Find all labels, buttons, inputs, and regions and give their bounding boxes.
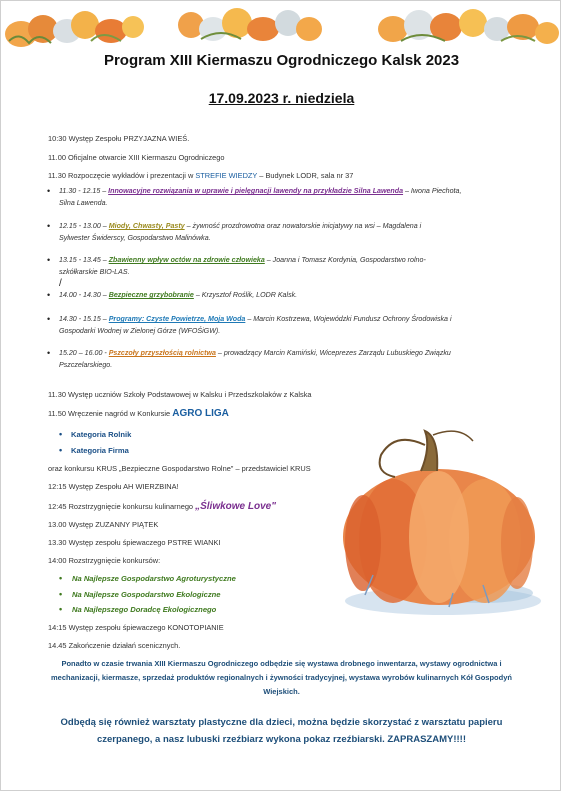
- schedule-item-1030: [48, 134, 189, 143]
- contest-label: Na Najlepsze Gospodarstwo Ekologiczne: [72, 590, 221, 599]
- lecture-topic: Miody, Chwasty, Pasty: [108, 222, 185, 230]
- item-text: Występ ZUZANNY PIĄTEK: [68, 520, 159, 529]
- bullet-icon: •: [59, 429, 63, 439]
- item-text: Rozstrzygnięcie konkursu kulinarnego: [68, 502, 196, 511]
- lecture-topic: Innowacyjne rozwiązania w uprawie i pielęgnacji lawendy na przykładzie Silna Lawenda: [108, 187, 404, 195]
- time-label: 13.30: [48, 538, 67, 547]
- lecture-speaker: – prowadzący Marcin Kamiński, Wiceprezes Zarządu Lubuskiego Związku: [215, 349, 451, 357]
- schedule-item-awards: [48, 408, 229, 419]
- lecture-speaker-cont: Sylwester Świderscy, Gospodarstwo Malinówka.: [59, 234, 211, 242]
- time-label: 11.30: [48, 390, 66, 399]
- lecture-time: 14.00 - 14.30 –: [59, 291, 109, 299]
- pumpkin-border-banner: [1, 1, 561, 53]
- krus-contest-line: [48, 464, 311, 473]
- category-label: Kategoria Rolnik: [71, 430, 132, 439]
- lecture-speaker: – Iwona Piechota,: [403, 187, 462, 195]
- item-text: oraz konkursu KRUS „Bezpieczne Gospodarstwo Rolne" – przedstawiciel KRUS: [48, 464, 311, 473]
- item-text: Występ zespołu śpiewaczego PSTRE WIANKI: [68, 538, 221, 547]
- lecture-item: [47, 289, 497, 301]
- item-highlight: PRZYJAZNA WIEŚ.: [123, 134, 190, 143]
- time-label: 11.50: [48, 409, 66, 418]
- lecture-time: 14.30 - 15.15 –: [59, 315, 109, 323]
- bullet-icon: •: [59, 573, 63, 583]
- schedule-item-students: [48, 390, 312, 399]
- page-title: Program XIII Kiermaszu Ogrodniczego Kalsk 2023: [103, 52, 460, 69]
- culinary-contest-name: „Śliwkowe Love": [195, 501, 276, 512]
- lecture-speaker: – Joanna i Tomasz Kordynia, Gospodarstwo rolno-: [264, 256, 426, 264]
- lecture-speaker: – Krzysztof Roślik, LODR Kalsk.: [193, 291, 298, 299]
- lecture-item: [47, 347, 497, 371]
- lecture-time: 12.15 - 13.00 –: [59, 222, 109, 230]
- bullet-icon: •: [47, 290, 51, 300]
- contest-item: [59, 589, 221, 599]
- lecture-speaker-cont: Silna Lawenda.: [59, 199, 108, 207]
- time-label: 12:45: [48, 502, 67, 511]
- item-text: Występ Zespołu: [68, 134, 124, 143]
- bullet-icon: •: [47, 314, 51, 324]
- schedule-item-1300: [48, 520, 158, 529]
- time-label: 11.00: [48, 153, 66, 162]
- lecture-speaker-cont: Pszczelarskiego.: [59, 361, 113, 369]
- item-text: Występ Zespołu AH WIERZBINA!: [68, 482, 179, 491]
- lecture-item: [47, 220, 497, 244]
- pumpkin-cluster-left: [5, 11, 144, 47]
- bullet-icon: •: [47, 348, 51, 358]
- lecture-speaker-cont: szkółkarskie BIO-LAS.: [59, 268, 130, 276]
- schedule-item-1445: [48, 641, 180, 650]
- watercolor-pumpkin: [333, 425, 545, 621]
- contest-label: Na Najlepsze Gospodarstwo Agroturystyczne: [72, 574, 236, 583]
- lecture-topic: Programy: Czyste Powietrze, Moja Woda: [108, 315, 246, 323]
- lecture-item: [47, 185, 497, 209]
- time-label: 14.45: [48, 641, 67, 650]
- lecture-time: 11.30 - 12.15 –: [59, 187, 109, 195]
- schedule-item-1330: [48, 538, 220, 547]
- exhibition-paragraph: Ponadto w czasie trwania XIII Kiermaszu Ogrodniczego odbędzie się wystawa drobnego inwentarza, wystawy ogrodnictwa i mechanizacji, kiermasze, sprzedaż produktów regionalnych i żywności tradycyjnej, wystawa wyrobów kulinarnych Kół Gospodyń Wiejskich.: [51, 659, 512, 696]
- pumpkin-cluster-right: [378, 9, 559, 44]
- category-label: Kategoria Firma: [71, 446, 129, 455]
- contest-item: [59, 604, 217, 614]
- bullet-icon: •: [59, 589, 63, 599]
- item-text: Rozstrzygnięcie konkursów:: [68, 556, 161, 565]
- bullet-icon: •: [47, 221, 51, 231]
- time-label: 10:30: [48, 134, 67, 143]
- item-text: Rozpoczęcie wykładów i prezentacji w: [68, 171, 196, 180]
- category-item: [59, 445, 129, 455]
- item-text: Oficjalne otwarcie XIII Kiermaszu Ogrodniczego: [68, 153, 225, 162]
- pumpkin-cluster-center: [178, 8, 322, 41]
- lecture-topic: Bezpieczne grzybobranie: [108, 291, 194, 299]
- lecture-time: 15.20 – 16.00 -: [59, 349, 109, 357]
- time-label: 12:15: [48, 482, 67, 491]
- lecture-item: [47, 254, 497, 278]
- bullet-icon: •: [59, 604, 63, 614]
- knowledge-zone-label: STREFIE WIEDZY: [195, 171, 258, 180]
- schedule-item-1415: [48, 623, 224, 632]
- bullet-icon: •: [59, 445, 63, 455]
- lecture-topic: Pszczoły przyszłością rolnictwa: [108, 349, 216, 357]
- event-date: 17.09.2023 r. niedziela: [208, 90, 355, 106]
- item-text: Wręczenie nagród w Konkursie: [68, 409, 173, 418]
- workshops-paragraph: Odbędą się również warsztaty plastyczne dla dzieci, można będzie skorzystać z warsztatu papieru czerpanego, a nasz lubuski rzeźbiarz wykona pokaz rzeźbiarski. ZAPRASZAMY!!!!: [60, 717, 503, 745]
- lecture-time: 13.15 - 13.45 –: [59, 256, 109, 264]
- bullet-icon: •: [47, 186, 51, 196]
- schedule-item-1245: [48, 501, 276, 512]
- contest-item: [59, 573, 236, 583]
- schedule-item-1100: [48, 153, 225, 162]
- time-label: 11.30: [48, 171, 66, 180]
- schedule-item-1130: [48, 171, 353, 180]
- lecture-speaker-cont: Gospodarki Wodnej w Zielonej Górze (WFOŚiGW).: [59, 327, 221, 335]
- time-label: 14:15: [48, 623, 67, 632]
- category-item: [59, 429, 132, 439]
- lecture-speaker: – Marcin Kostrzewa, Wojewódzki Fundusz Ochrony Środowiska i: [245, 315, 452, 323]
- item-location: – Budynek LODR, sala nr 37: [257, 171, 354, 180]
- schedule-item-1215: [48, 482, 179, 491]
- item-text: Zakończenie działań scenicznych.: [68, 641, 181, 650]
- item-text: Występ uczniów Szkoły Podstawowej w Kalsku i Przedszkolaków z Kalska: [68, 390, 312, 399]
- lecture-item: [47, 313, 497, 337]
- lecture-topic: Zbawienny wpływ octów na zdrowie człowieka: [108, 256, 265, 264]
- time-label: 14:00: [48, 556, 67, 565]
- text-cursor-mark: /: [59, 278, 62, 289]
- item-text: Występ zespołu śpiewaczego KONOTOPIANIE: [68, 623, 224, 632]
- agro-liga-label: AGRO LIGA: [172, 408, 229, 419]
- contest-label: Na Najlepszego Doradcę Ekologicznego: [72, 605, 217, 614]
- time-label: 13.00: [48, 520, 67, 529]
- schedule-item-1400: [48, 556, 160, 565]
- lecture-speaker: – żywność prozdrowotna oraz nowatorskie inicjatywy na wsi – Magdalena i: [184, 222, 422, 230]
- bullet-icon: •: [47, 255, 51, 265]
